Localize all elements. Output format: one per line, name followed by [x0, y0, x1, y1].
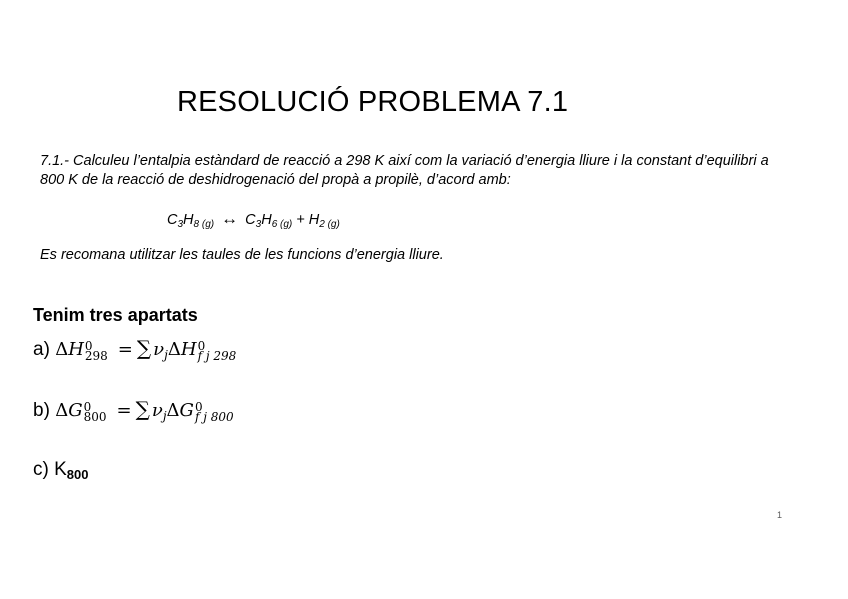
reactant-hydrogen: H: [183, 212, 194, 228]
part-b-rhs-symbol: G: [179, 400, 194, 421]
part-b: [33, 397, 234, 423]
part-b-rhs-sub: f j 800: [194, 410, 234, 424]
reactant-hydrogen-subscript: 8 (g): [193, 219, 215, 230]
product1-carbon: C: [245, 212, 256, 228]
part-a: [33, 336, 236, 362]
part-b-sub: 800: [83, 410, 107, 424]
part-b-sup: 0: [83, 400, 92, 414]
product1-hydrogen: H: [261, 212, 272, 228]
plus-sign: +: [296, 212, 305, 228]
part-b-nu: ν: [151, 400, 163, 421]
product1-hydrogen-subscript: 6 (g): [271, 219, 293, 230]
part-c-symbol: K: [54, 459, 67, 480]
part-a-label: a): [33, 339, 50, 360]
part-c-sub: 800: [66, 467, 89, 482]
reactant-carbon: C: [167, 212, 178, 228]
part-a-equals: =: [117, 339, 133, 360]
equilibrium-arrow-icon: ↔: [221, 209, 239, 228]
part-a-sup: 0: [84, 339, 93, 353]
part-a-symbol: H: [68, 339, 84, 360]
section-heading: Tenim tres apartats: [33, 305, 198, 325]
recommendation-text: Es recomana utilitzar les taules de les funcions d’energia lliure.: [40, 247, 444, 263]
product2-hydrogen: H: [308, 212, 320, 228]
part-a-rhs-delta: Δ: [167, 339, 181, 360]
part-a-delta: Δ: [55, 339, 69, 360]
part-b-equals: =: [116, 400, 132, 421]
part-b-delta: Δ: [55, 400, 69, 421]
part-a-sub: 298: [84, 349, 108, 363]
part-b-symbol: G: [68, 400, 83, 421]
reactant-carbon-subscript: 3: [177, 219, 184, 230]
part-b-rhs-delta: Δ: [166, 400, 180, 421]
product1-carbon-subscript: 3: [255, 219, 262, 230]
part-a-formula: [55, 336, 237, 363]
part-a-sum: ∑: [136, 336, 152, 360]
part-a-nu-sub: j: [164, 348, 168, 362]
page-number: 1: [777, 510, 783, 520]
problem-statement: 7.1.- Calculeu l’entalpia estàndard de reacció a 298 K així com la variació d’energia lliure i la constant d’equilibri a 800 K de la reacció de deshidrogenació del propà a propilè, d’acord amb:: [40, 153, 769, 188]
part-a-rhs-sup: 0: [197, 339, 206, 353]
part-a-nu: ν: [153, 339, 165, 360]
part-b-label: b): [33, 400, 50, 421]
part-b-sum: ∑: [135, 397, 150, 421]
part-c-label: c): [33, 459, 49, 480]
part-b-rhs-sup: 0: [194, 400, 203, 414]
slide-title: RESOLUCIÓ PROBLEMA 7.1: [177, 86, 569, 118]
part-c: [33, 459, 89, 482]
reaction-equation: [167, 209, 340, 230]
part-a-rhs-symbol: H: [180, 339, 197, 360]
product2-hydrogen-subscript: 2 (g): [319, 219, 340, 230]
part-b-nu-sub: j: [162, 409, 167, 423]
part-b-formula: [55, 397, 234, 424]
part-a-rhs-sub: f j 298: [197, 349, 237, 363]
